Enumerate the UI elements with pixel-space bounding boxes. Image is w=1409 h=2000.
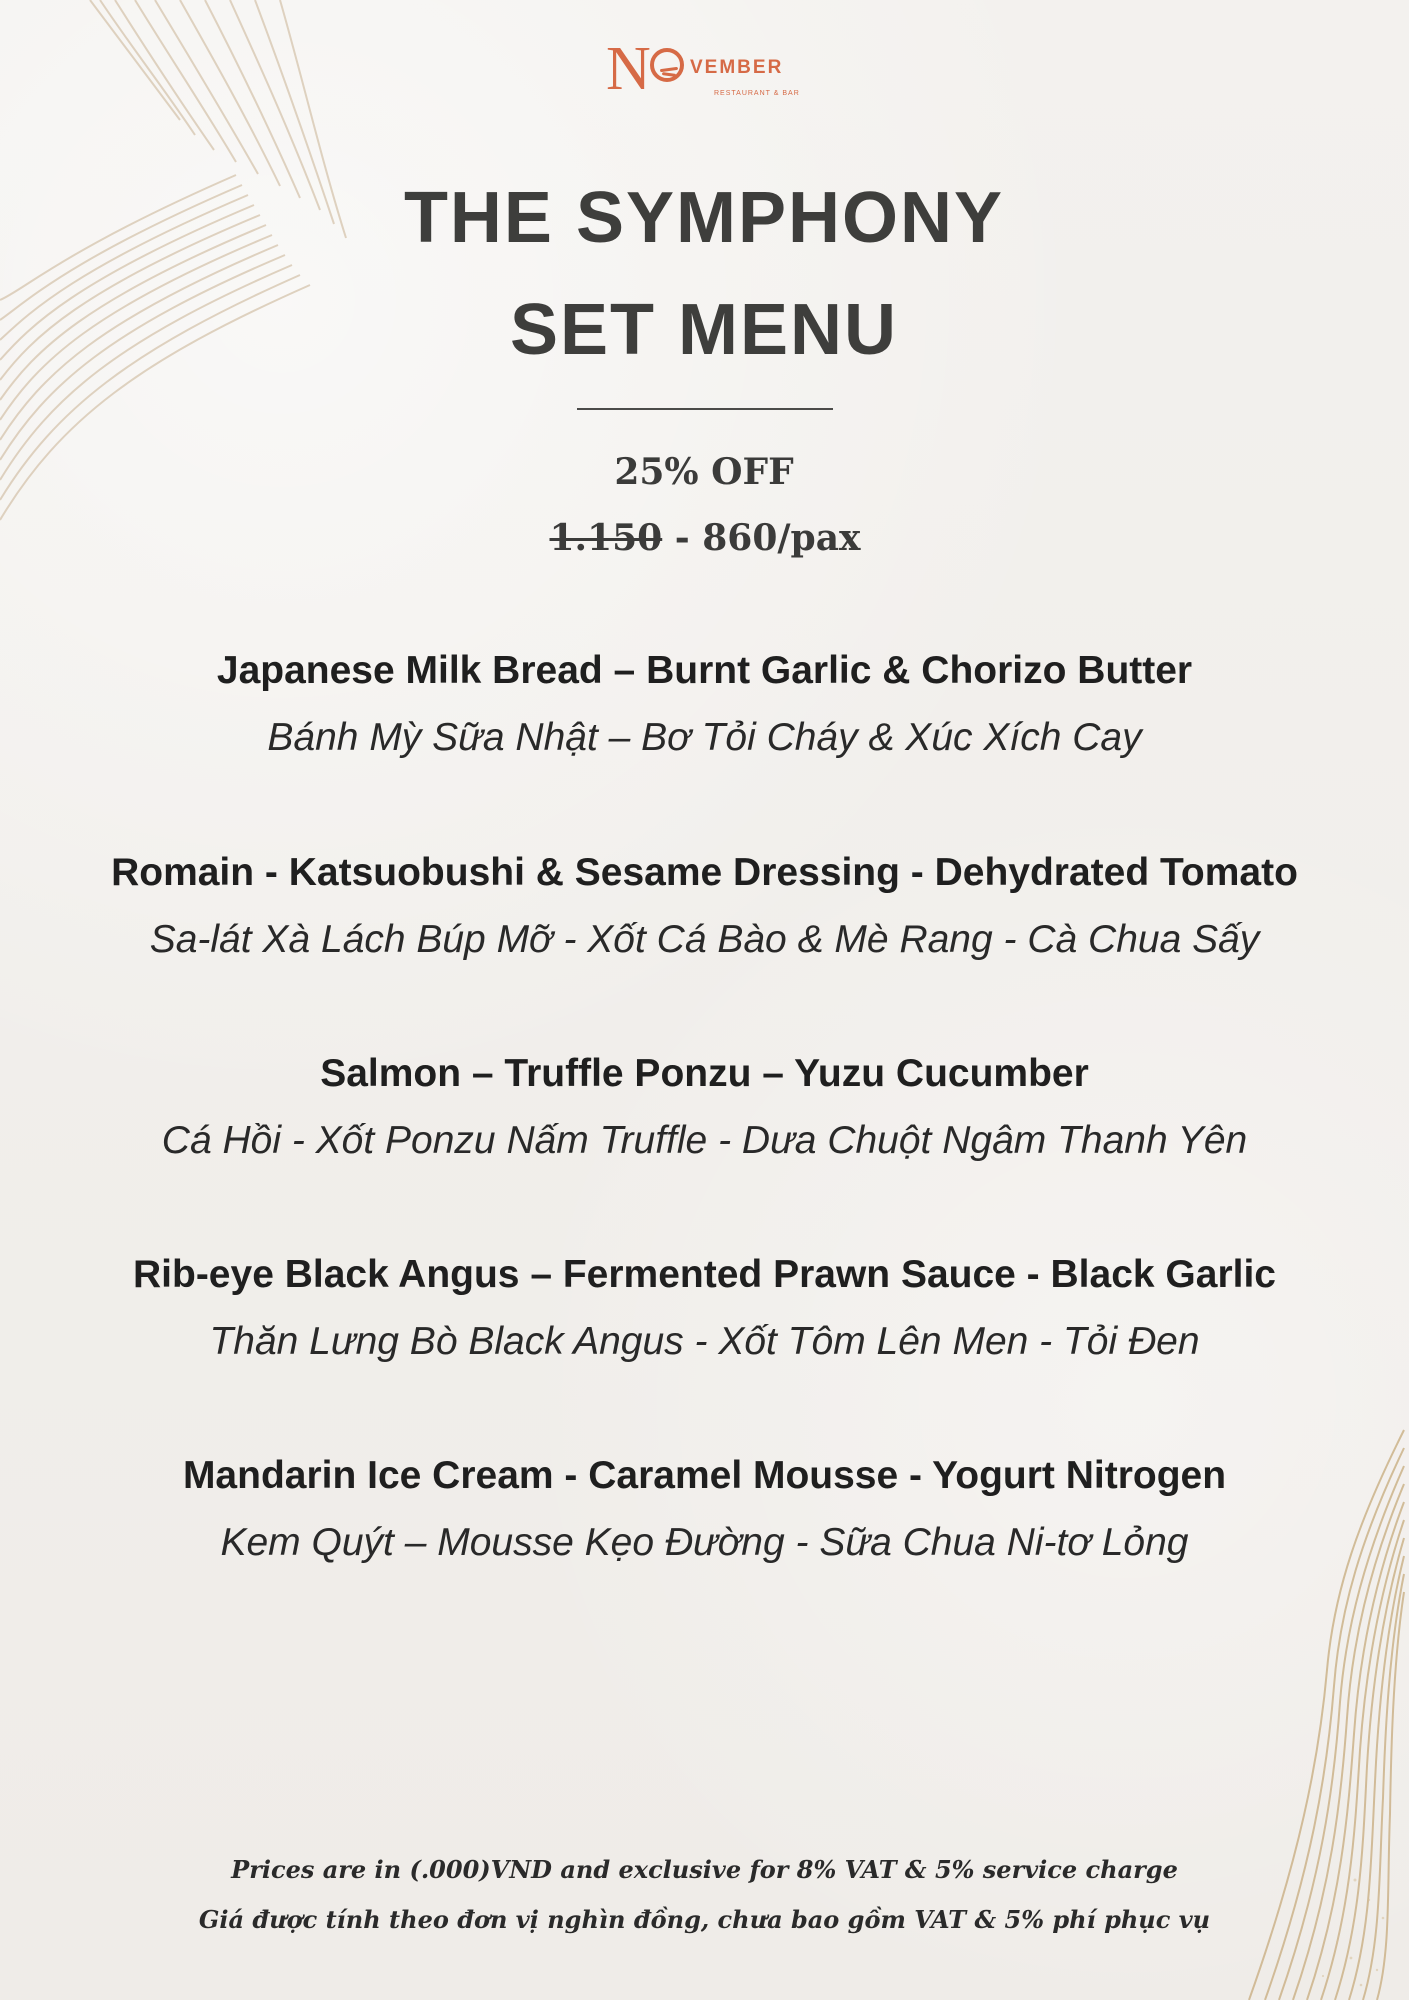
course-name-english: Rib-eye Black Angus – Fermented Prawn Sauce - Black Garlic bbox=[133, 1253, 1276, 1296]
footer-note-vietnamese: Giá được tính theo đơn vị nghìn đồng, chưa bao gồm VAT & 5% phí phục vụ bbox=[198, 1905, 1211, 1934]
course-name-vietnamese: Kem Quýt – Mousse Kẹo Đường - Sữa Chua Ni-tơ Lỏng bbox=[220, 1521, 1189, 1564]
logo-subtitle: RESTAURANT & BAR bbox=[714, 90, 800, 97]
leaf-line-art-decoration-top-left bbox=[0, 0, 360, 560]
title-divider bbox=[577, 408, 833, 410]
course-item bbox=[70, 1051, 1339, 1164]
original-price: 1.150 bbox=[549, 517, 663, 559]
logo-wordmark: VEMBER bbox=[690, 57, 784, 78]
course-name-english: Romain - Katsuobushi & Sesame Dressing - Dehydrated Tomato bbox=[111, 851, 1298, 894]
discounted-price: - 860/pax bbox=[662, 517, 861, 559]
menu-title-line-2: SET MENU bbox=[509, 290, 899, 370]
course-item bbox=[70, 850, 1339, 963]
restaurant-logo bbox=[606, 35, 816, 108]
course-item bbox=[70, 648, 1339, 761]
course-name-english: Mandarin Ice Cream - Caramel Mousse - Yogurt Nitrogen bbox=[182, 1454, 1227, 1497]
price-line bbox=[490, 518, 920, 558]
course-item bbox=[70, 1252, 1339, 1365]
menu-title-line-1: THE SYMPHONY bbox=[403, 178, 1005, 258]
logo-mark: N bbox=[606, 35, 651, 103]
discount-label: 25% OFF bbox=[614, 451, 794, 493]
footer-note-english: Prices are in (.000)VND and exclusive for 8% VAT & 5% service charge bbox=[231, 1855, 1178, 1884]
course-name-english: Japanese Milk Bread – Burnt Garlic & Chorizo Butter bbox=[216, 649, 1193, 692]
logo-sunset-icon bbox=[650, 48, 684, 82]
course-name-english: Salmon – Truffle Ponzu – Yuzu Cucumber bbox=[320, 1052, 1089, 1095]
course-name-vietnamese: Cá Hồi - Xốt Ponzu Nấm Truffle - Dưa Chuột Ngâm Thanh Yên bbox=[161, 1119, 1248, 1162]
course-item bbox=[70, 1453, 1339, 1566]
course-name-vietnamese: Sa-lát Xà Lách Búp Mỡ - Xốt Cá Bào & Mè Rang - Cà Chua Sấy bbox=[149, 918, 1260, 961]
course-name-vietnamese: Bánh Mỳ Sữa Nhật – Bơ Tỏi Cháy & Xúc Xích Cay bbox=[267, 716, 1142, 759]
course-name-vietnamese: Thăn Lưng Bò Black Angus - Xốt Tôm Lên Men - Tỏi Đen bbox=[209, 1320, 1200, 1363]
